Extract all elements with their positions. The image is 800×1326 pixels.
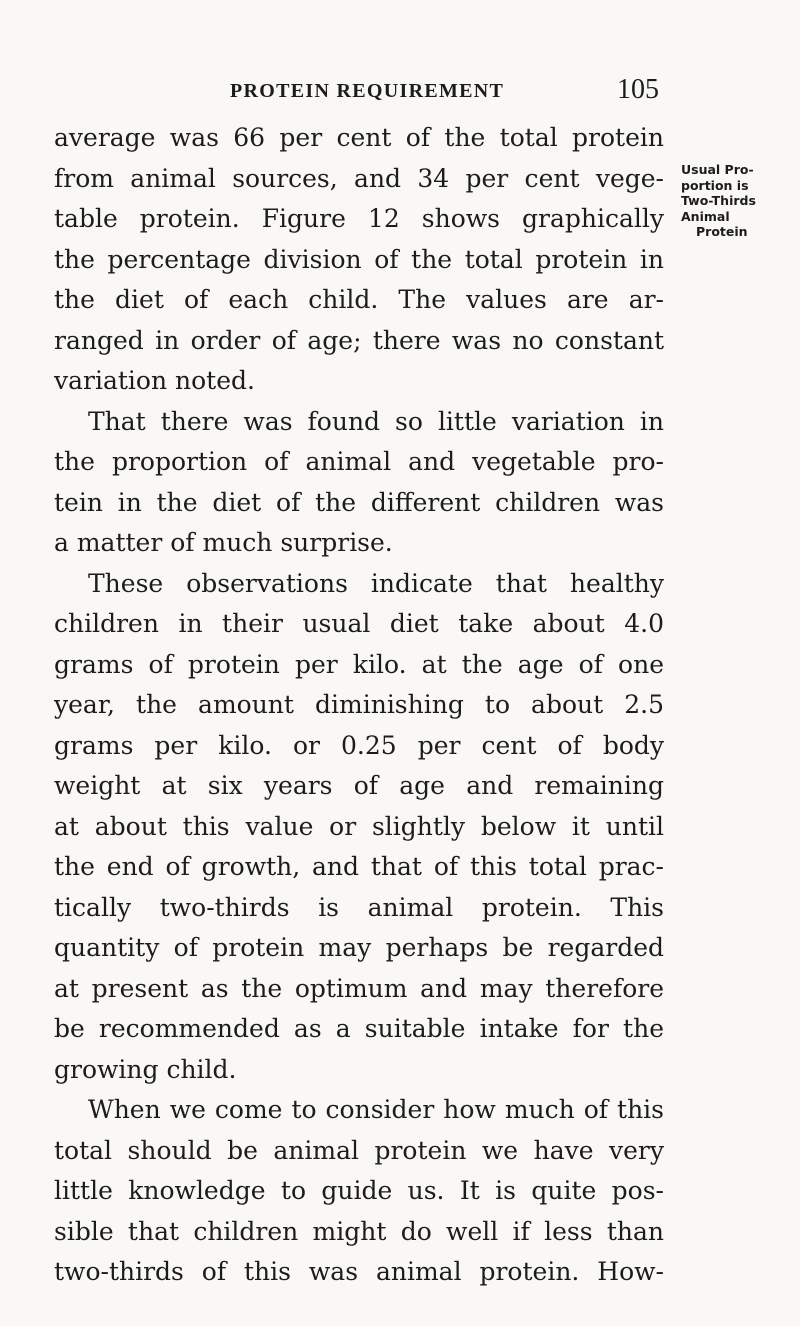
text-line: year, the amount diminishing to about 2.5 xyxy=(54,690,664,719)
text-line: ranged in order of age; there was no constant xyxy=(54,325,664,355)
text-line: at about this value or slightly below it until xyxy=(54,811,664,841)
margin-note xyxy=(681,162,799,240)
text-line: average was 66 per cent of the total protein xyxy=(54,123,664,152)
text-line: a matter of much surprise. xyxy=(54,528,393,557)
text-line: growing child. xyxy=(54,1054,237,1084)
text-line: tein in the diet of the different children was xyxy=(54,487,664,517)
text-line: tically two-thirds is animal protein. This xyxy=(54,892,664,922)
text-line: at present as the optimum and may therefore xyxy=(54,973,664,1003)
text-line: variation noted. xyxy=(54,366,255,395)
text-line: table protein. Figure 12 shows graphically xyxy=(54,204,664,233)
text-line: little knowledge to guide us. It is quite pos- xyxy=(54,1176,664,1205)
text-line: That there was found so little variation in xyxy=(88,406,664,436)
running-header xyxy=(0,74,800,110)
margin-note-line: Usual Pro- xyxy=(681,162,754,177)
text-line: be recommended as a suitable intake for the xyxy=(54,1014,664,1043)
text-line: the proportion of animal and vegetable pro- xyxy=(54,447,664,476)
text-line: grams of protein per kilo. at the age of one xyxy=(54,649,664,679)
text-line: the diet of each child. The values are ar- xyxy=(54,285,664,314)
page-number: 105 xyxy=(617,74,659,105)
text-line: When we come to consider how much of this xyxy=(88,1095,664,1124)
text-line: total should be animal protein we have very xyxy=(54,1135,664,1165)
text-line: weight at six years of age and remaining xyxy=(54,771,664,800)
margin-note-line: Two-Thirds xyxy=(681,193,756,208)
margin-note-line: Protein xyxy=(696,224,748,239)
text-line: grams per kilo. or 0.25 per cent of body xyxy=(54,730,664,760)
running-head-title: PROTEIN REQUIREMENT xyxy=(230,80,505,102)
text-line: sible that children might do well if less than xyxy=(54,1216,664,1246)
text-line: the percentage division of the total protein in xyxy=(54,244,664,274)
margin-note-line: Animal xyxy=(681,208,730,224)
margin-note-line: portion is xyxy=(681,177,749,193)
text-line: quantity of protein may perhaps be regarded xyxy=(54,933,664,962)
text-line: two-thirds of this was animal protein. How- xyxy=(54,1257,664,1286)
text-line: children in their usual diet take about 4.0 xyxy=(54,609,664,638)
body-text xyxy=(54,118,664,1293)
text-line: from animal sources, and 34 per cent vege- xyxy=(54,163,664,193)
text-line: the end of growth, and that of this total prac- xyxy=(54,852,664,881)
text-line: These observations indicate that healthy xyxy=(88,568,664,598)
